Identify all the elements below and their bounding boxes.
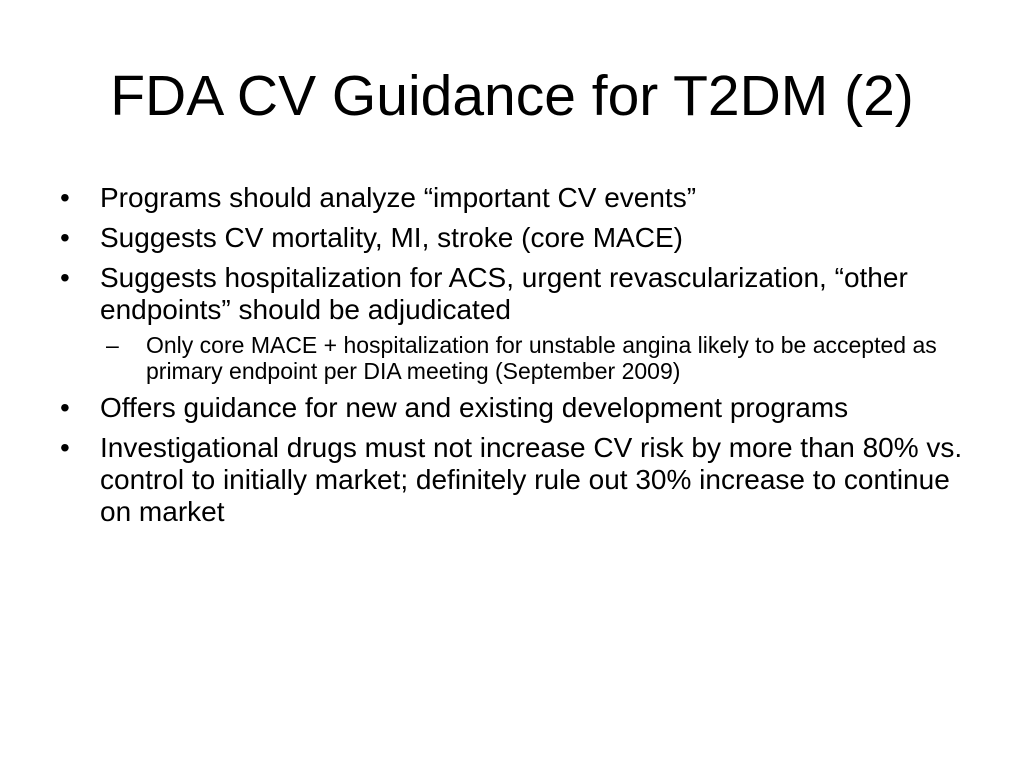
bullet-item-5 (60, 432, 980, 528)
bullet-list (60, 182, 980, 536)
bullet-text: Programs should analyze “important CV events” (100, 182, 697, 213)
sub-bullet-item (106, 332, 980, 384)
bullet-dot-icon: • (60, 182, 70, 213)
bullet-dot-icon: • (60, 432, 70, 463)
sub-bullet-list (106, 332, 980, 384)
sub-bullet-text: Only core MACE + hospitalization for unstable angina likely to be accepted as primary endpoint per DIA meeting (September 2009) (146, 332, 937, 384)
bullet-dot-icon: • (60, 222, 70, 253)
bullet-item-3 (60, 262, 980, 384)
dash-icon: – (106, 332, 119, 358)
bullet-dot-icon: • (60, 392, 70, 423)
bullet-dot-icon: • (60, 262, 70, 293)
bullet-text: Suggests CV mortality, MI, stroke (core MACE) (100, 222, 683, 253)
bullet-text: Investigational drugs must not increase CV risk by more than 80% vs. control to initially market; definitely rule out 30% increase to continue on market (100, 432, 963, 527)
bullet-text: Suggests hospitalization for ACS, urgent revascularization, “other endpoints” should be adjudicated (100, 262, 908, 325)
bullet-item-4 (60, 392, 980, 424)
bullet-item-1 (60, 182, 980, 214)
slide-title: FDA CV Guidance for T2DM (2) (110, 64, 914, 128)
bullet-text: Offers guidance for new and existing development programs (100, 392, 849, 423)
bullet-item-2 (60, 222, 980, 254)
